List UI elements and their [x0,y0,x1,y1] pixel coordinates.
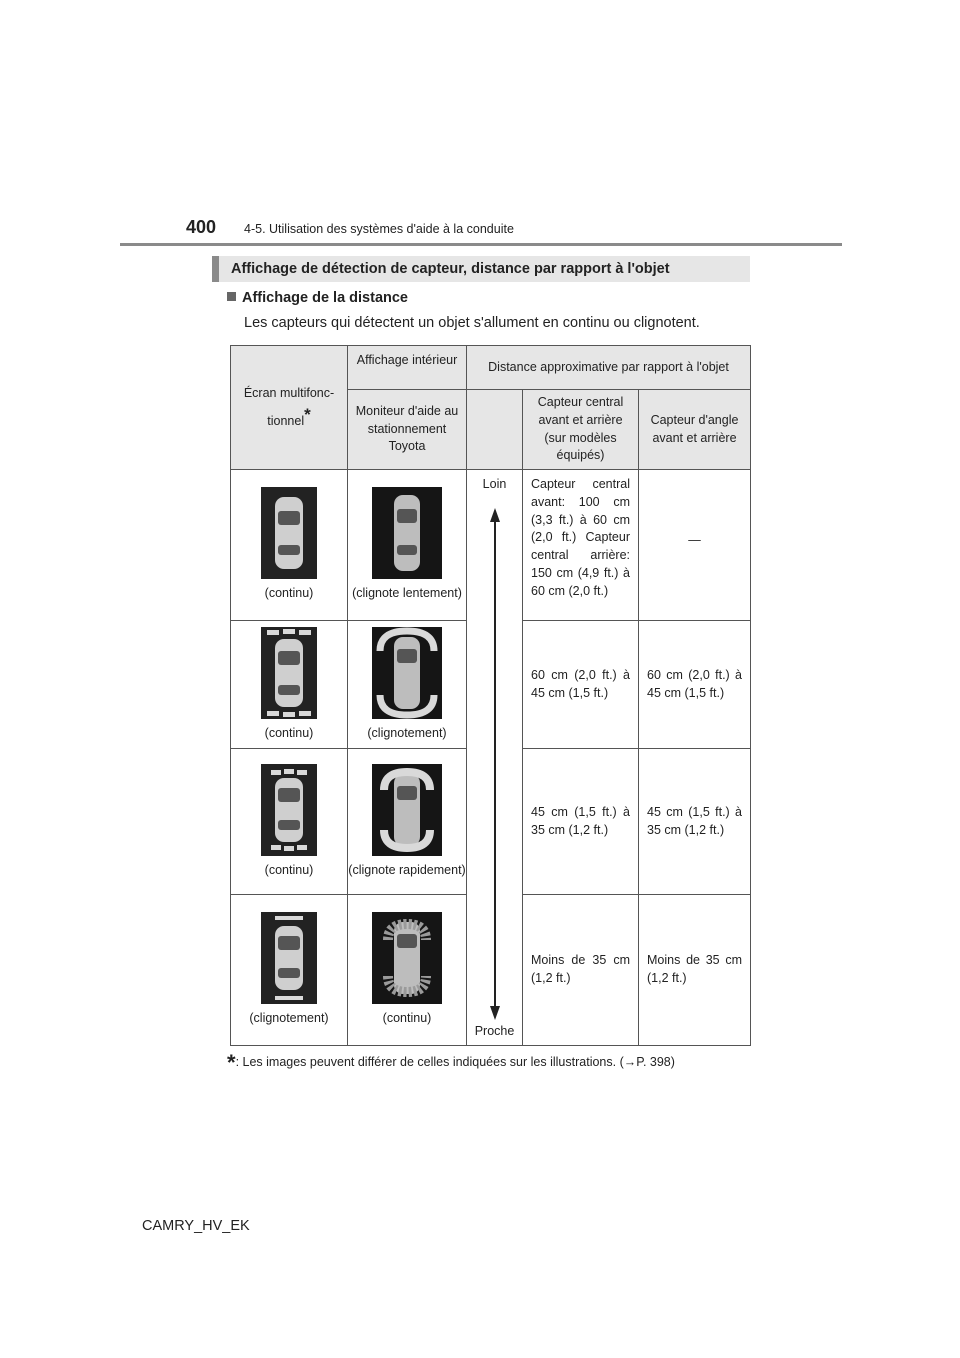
footnote-marker: * [304,404,311,424]
model-code: CAMRY_HV_EK [142,1218,250,1234]
arrow-label-far: Loin [482,477,507,491]
footnote-text: : Les images peuvent différer de celles indiquées sur les illustrations. (→P. 398) [235,1055,675,1069]
row4-center-sensor: Moins de 35 cm (1,2 ft.) [522,894,639,1046]
row2-center-sensor: 60 cm (2,0 ft.) à 45 cm (1,5 ft.) [522,620,639,749]
distance-arrow-column [466,469,523,1046]
row4-monitor [347,894,467,1046]
row4-multi-display [230,894,348,1046]
page-number: 400 [186,217,217,237]
row3-corner-sensor: 45 cm (1,5 ft.) à 35 cm (1,2 ft.) [638,748,751,895]
row3-multi-caption: (continu) [264,862,314,877]
header-center-sensor: Capteur central avant et arrière (sur modèles équipés) [522,389,639,470]
row3-multi-display [230,748,348,895]
subsection-heading [227,290,408,306]
row2-monitor-caption: (clignotement) [367,725,447,740]
header-corner-sensor: Capteur d'angle avant et arrière [638,389,751,470]
row1-monitor [347,469,467,621]
row1-multi-caption: (continu) [264,586,314,601]
sensor-segment-icon [261,627,317,719]
header-multi-display [230,345,348,470]
row1-corner-sensor: — [638,469,751,621]
row3-center-sensor: 45 cm (1,5 ft.) à 35 cm (1,2 ft.) [522,748,639,895]
sensor-segment-icon [372,627,442,719]
header-spacer [466,389,523,470]
sensor-segment-icon [372,912,442,1004]
row3-monitor [347,748,467,895]
row1-monitor-caption: (clignote lentement) [352,586,462,601]
subsection-title: Affichage de la distance [242,290,408,306]
square-bullet-icon [227,292,236,301]
row4-monitor-caption: (continu) [382,1011,432,1026]
row2-corner-sensor: 60 cm (2,0 ft.) à 45 cm (1,5 ft.) [638,620,751,749]
sensor-segment-icon [372,764,442,856]
row2-multi-caption: (continu) [264,725,314,740]
row4-multi-caption: (clignotement) [249,1011,329,1026]
sensor-segment-icon [261,912,317,1004]
arrow-label-near: Proche [474,1024,515,1039]
double-arrow-icon [487,508,503,1020]
footnote-star: * [227,1050,236,1075]
header-parking-monitor: Moniteur d'aide au stationnement Toyota [347,389,467,470]
row2-multi-display [230,620,348,749]
row3-monitor-caption: (clignote rapidement) [348,862,466,877]
footnote [227,1050,675,1076]
car-top-view-icon [372,487,442,579]
row1-multi-display [230,469,348,621]
section-title: Affichage de détection de capteur, distance par rapport à l'objet [231,261,670,277]
row1-center-sensor: Capteur central avant: 100 cm (3,3 ft.) à 60 cm (2,0 ft.) Capteur central arrière: 150 cm (4,9 ft.) à 60 cm (2,0 ft.) [522,469,639,621]
intro-text: Les capteurs qui détectent un objet s'allument en continu ou clignotent. [244,315,700,331]
chapter-title: 4-5. Utilisation des systèmes d'aide à la conduite [244,222,514,236]
row4-corner-sensor: Moins de 35 cm (1,2 ft.) [638,894,751,1046]
header-rule [120,243,842,246]
row2-monitor [347,620,467,749]
sensor-segment-icon [261,764,317,856]
distance-table [230,345,751,1046]
section-title-bar [212,256,750,282]
header-interior: Affichage intérieur [347,345,467,390]
header-multi-display-label: Écran multifonc-tionnel [243,385,335,428]
header-distance: Distance approximative par rapport à l'objet [466,345,751,390]
car-top-view-icon [261,487,317,579]
